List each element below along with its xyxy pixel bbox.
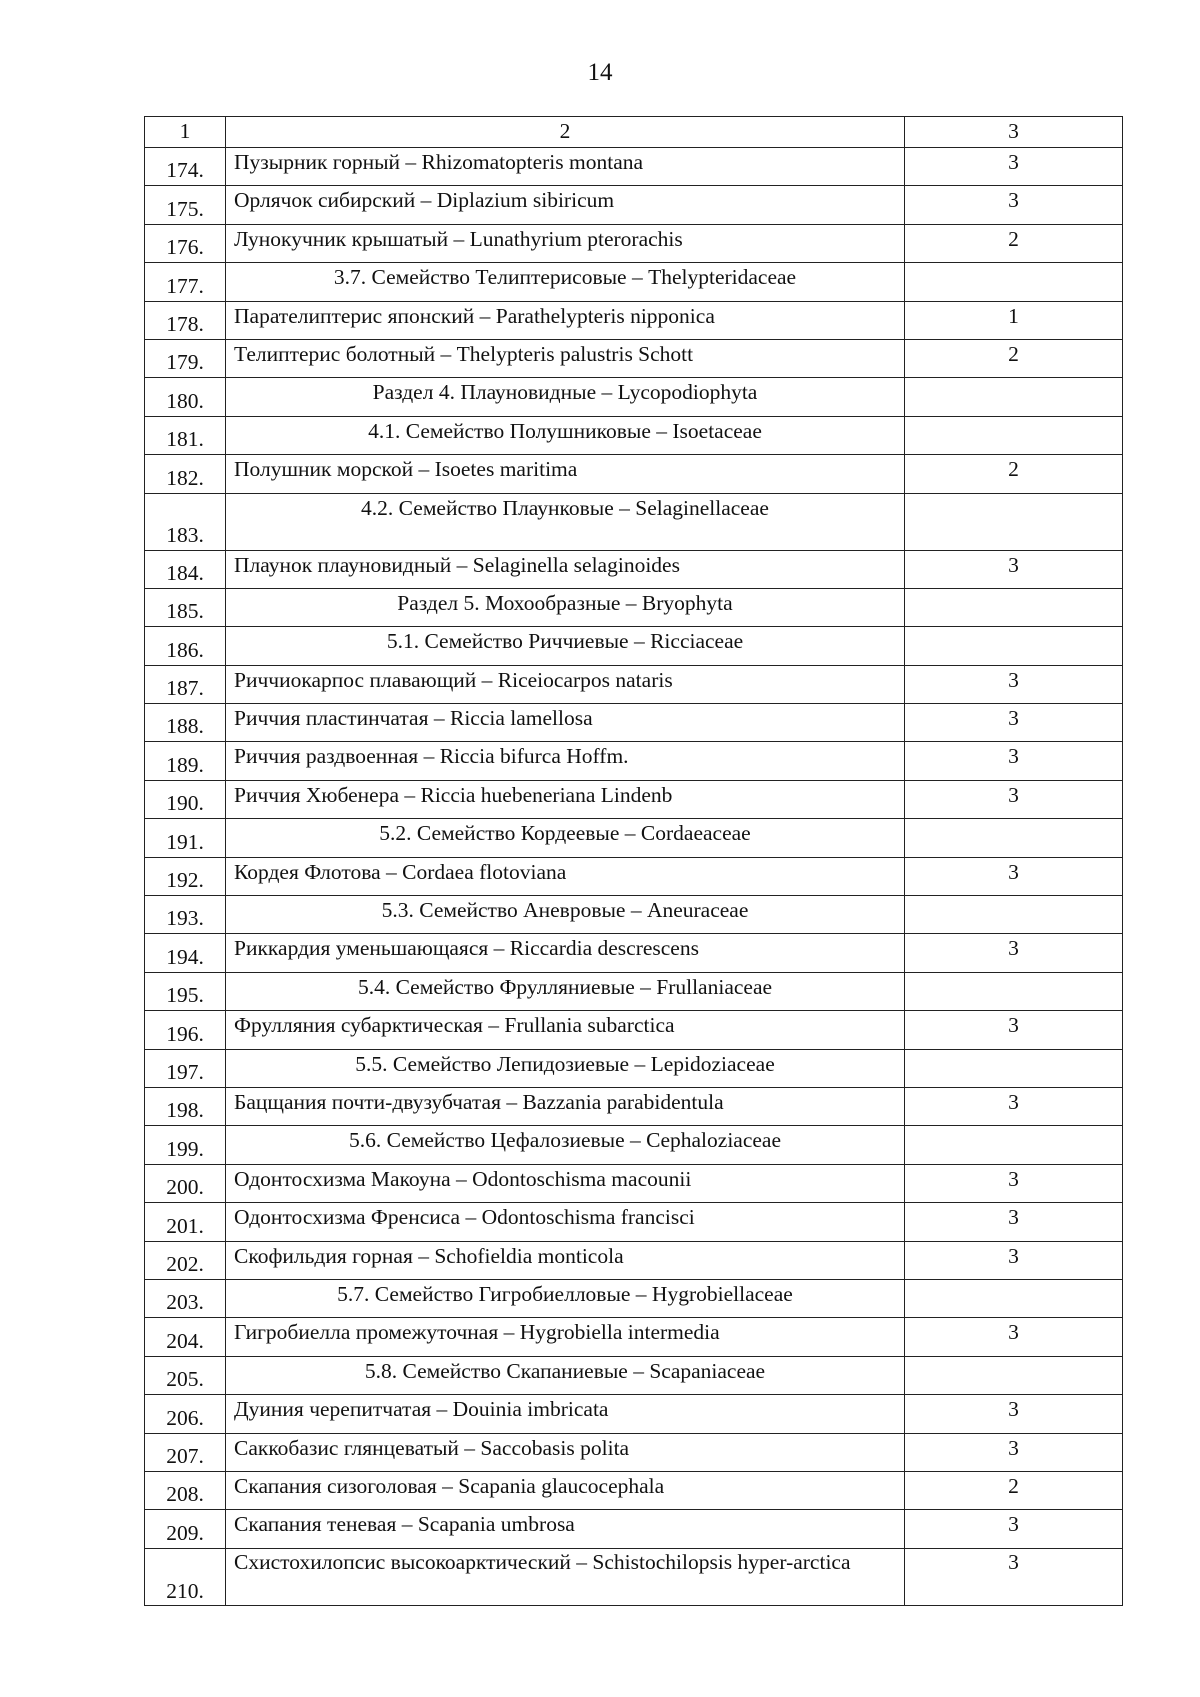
species-name: Гигробиелла промежуточная – Hygrobiella intermedia: [226, 1318, 905, 1356]
category-value: 3: [905, 857, 1123, 895]
species-name: Полушник морской – Isoetes maritima: [226, 455, 905, 493]
species-name: Пузырник горный – Rhizomatopteris montana: [226, 148, 905, 186]
row-number: 192.: [145, 857, 226, 895]
row-number: 177.: [145, 263, 226, 301]
category-value: [905, 378, 1123, 416]
category-value: 3: [905, 742, 1123, 780]
row-number: 195.: [145, 972, 226, 1010]
category-value: 3: [905, 934, 1123, 972]
category-value: 2: [905, 1471, 1123, 1509]
category-value: [905, 588, 1123, 626]
table-section-row: [145, 627, 1123, 665]
table-row: [145, 550, 1123, 588]
row-number: 205.: [145, 1356, 226, 1394]
species-name: Кордея Флотова – Cordaea flotoviana: [226, 857, 905, 895]
species-name: Риччия раздвоенная – Riccia bifurca Hoffm.: [226, 742, 905, 780]
species-name: Скофильдия горная – Schofieldia monticola: [226, 1241, 905, 1279]
category-value: 3: [905, 1510, 1123, 1548]
row-number: 188.: [145, 704, 226, 742]
species-name: Орлячок сибирский – Diplazium sibiricum: [226, 186, 905, 224]
row-number: 178.: [145, 301, 226, 339]
table-row: [145, 1087, 1123, 1125]
table-row: [145, 1011, 1123, 1049]
row-number: 185.: [145, 588, 226, 626]
page-number: 14: [587, 59, 613, 86]
species-name: Риккардия уменьшающаяся – Riccardia descrescens: [226, 934, 905, 972]
species-name: Дуиния черепитчатая – Douinia imbricata: [226, 1395, 905, 1433]
category-value: 1: [905, 301, 1123, 339]
row-number: 199.: [145, 1126, 226, 1164]
species-name: Бацщания почти-двузубчатая – Bazzania parabidentula: [226, 1087, 905, 1125]
row-number: 187.: [145, 665, 226, 703]
category-value: 3: [905, 1395, 1123, 1433]
category-value: 3: [905, 1011, 1123, 1049]
section-heading: 3.7. Семейство Телиптерисовые – Thelypteridaceae: [226, 263, 905, 301]
table-row: [145, 780, 1123, 818]
row-number: 208.: [145, 1471, 226, 1509]
row-number: 175.: [145, 186, 226, 224]
table-row: [145, 455, 1123, 493]
section-heading: 5.7. Семейство Гигробиелловые – Hygrobiellaceae: [226, 1279, 905, 1317]
category-value: 3: [905, 780, 1123, 818]
row-number: 197.: [145, 1049, 226, 1087]
row-number: 174.: [145, 148, 226, 186]
row-number: 181.: [145, 416, 226, 454]
table-row: [145, 339, 1123, 377]
table-row: [145, 704, 1123, 742]
species-name: Телиптерис болотный – Thelypteris palustris Schott: [226, 339, 905, 377]
category-value: 3: [905, 186, 1123, 224]
category-value: [905, 819, 1123, 857]
table-section-row: [145, 1049, 1123, 1087]
section-heading: 5.2. Семейство Кордеевые – Cordaeaceae: [226, 819, 905, 857]
table-section-row: [145, 1126, 1123, 1164]
category-value: 2: [905, 455, 1123, 493]
table-header-row: [145, 117, 1123, 148]
species-name: Одонтосхизма Макоуна – Odontoschisma macounii: [226, 1164, 905, 1202]
table-row: [145, 1395, 1123, 1433]
table-row: [145, 301, 1123, 339]
table-row: [145, 857, 1123, 895]
table-row: [145, 1164, 1123, 1202]
category-value: 3: [905, 1318, 1123, 1356]
table-section-row: [145, 1356, 1123, 1394]
category-value: 3: [905, 704, 1123, 742]
species-name: Схистохилопсис высокоарктический – Schistochilopsis hyper-arctica: [226, 1548, 905, 1605]
section-heading: 5.4. Семейство Фрулляниевые – Frullaniaceae: [226, 972, 905, 1010]
table-section-row: [145, 972, 1123, 1010]
species-name: Риччиокарпос плавающий – Riceiocarpos nataris: [226, 665, 905, 703]
species-name: Саккобазис глянцеватый – Saccobasis polita: [226, 1433, 905, 1471]
table-row: [145, 1318, 1123, 1356]
row-number: 180.: [145, 378, 226, 416]
table-row: [145, 1433, 1123, 1471]
category-value: 3: [905, 1203, 1123, 1241]
table-section-row: [145, 378, 1123, 416]
section-heading: 5.1. Семейство Риччиевые – Ricciaceae: [226, 627, 905, 665]
table-section-row: [145, 416, 1123, 454]
table-row: [145, 1203, 1123, 1241]
section-heading: 5.6. Семейство Цефалозиевые – Cephaloziaceae: [226, 1126, 905, 1164]
species-name: Риччия пластинчатая – Riccia lamellosa: [226, 704, 905, 742]
table-section-row: [145, 588, 1123, 626]
row-number: 182.: [145, 455, 226, 493]
row-number: 204.: [145, 1318, 226, 1356]
section-heading: 4.2. Семейство Плаунковые – Selaginellaceae: [226, 493, 905, 550]
category-value: [905, 493, 1123, 550]
category-value: [905, 263, 1123, 301]
table-row: [145, 1510, 1123, 1548]
table-section-row: [145, 819, 1123, 857]
section-heading: 5.8. Семейство Скапаниевые – Scapaniaceae: [226, 1356, 905, 1394]
species-name: Скапания сизоголовая – Scapania glaucocephala: [226, 1471, 905, 1509]
category-value: 3: [905, 1164, 1123, 1202]
row-number: 209.: [145, 1510, 226, 1548]
species-name: Парателиптерис японский – Parathelypteris nipponica: [226, 301, 905, 339]
table-row: [145, 934, 1123, 972]
section-heading: 4.1. Семейство Полушниковые – Isoetaceae: [226, 416, 905, 454]
category-value: [905, 1279, 1123, 1317]
section-heading: Раздел 5. Мохообразные – Bryophyta: [226, 588, 905, 626]
row-number: 196.: [145, 1011, 226, 1049]
row-number: 206.: [145, 1395, 226, 1433]
row-number: 190.: [145, 780, 226, 818]
row-number: 194.: [145, 934, 226, 972]
row-number: 189.: [145, 742, 226, 780]
category-value: [905, 896, 1123, 934]
table-row: [145, 742, 1123, 780]
header-cell-name: 2: [226, 117, 905, 148]
species-name: Лунокучник крышатый – Lunathyrium pterorachis: [226, 224, 905, 262]
row-number: 200.: [145, 1164, 226, 1202]
section-heading: 5.3. Семейство Аневровые – Aneuraceae: [226, 896, 905, 934]
category-value: 3: [905, 665, 1123, 703]
table-row: [145, 148, 1123, 186]
row-number: 186.: [145, 627, 226, 665]
row-number: 179.: [145, 339, 226, 377]
row-number: 198.: [145, 1087, 226, 1125]
table-row: [145, 186, 1123, 224]
table-section-row: [145, 896, 1123, 934]
header-cell-category: 3: [905, 117, 1123, 148]
header-cell-number: 1: [145, 117, 226, 148]
table-row: [145, 224, 1123, 262]
row-number: 191.: [145, 819, 226, 857]
category-value: [905, 1126, 1123, 1164]
category-value: 3: [905, 1548, 1123, 1605]
row-number: 193.: [145, 896, 226, 934]
row-number: 201.: [145, 1203, 226, 1241]
species-name: Скапания теневая – Scapania umbrosa: [226, 1510, 905, 1548]
table-row: [145, 665, 1123, 703]
category-value: [905, 416, 1123, 454]
category-value: [905, 1356, 1123, 1394]
category-value: 3: [905, 1433, 1123, 1471]
row-number: 176.: [145, 224, 226, 262]
table-body: [145, 117, 1123, 1606]
table-section-row: [145, 493, 1123, 550]
category-value: 3: [905, 148, 1123, 186]
row-number: 210.: [145, 1548, 226, 1605]
table-section-row: [145, 263, 1123, 301]
category-value: [905, 1049, 1123, 1087]
table-section-row: [145, 1279, 1123, 1317]
species-name: Фрулляния субарктическая – Frullania subarctica: [226, 1011, 905, 1049]
species-name: Плаунок плауновидный – Selaginella selaginoides: [226, 550, 905, 588]
category-value: 2: [905, 339, 1123, 377]
row-number: 202.: [145, 1241, 226, 1279]
category-value: [905, 972, 1123, 1010]
section-heading: 5.5. Семейство Лепидозиевые – Lepidoziaceae: [226, 1049, 905, 1087]
section-heading: Раздел 4. Плауновидные – Lycopodiophyta: [226, 378, 905, 416]
table-row: [145, 1241, 1123, 1279]
category-value: 3: [905, 1241, 1123, 1279]
category-value: [905, 627, 1123, 665]
row-number: 184.: [145, 550, 226, 588]
table-row: [145, 1471, 1123, 1509]
species-name: Одонтосхизма Френсиса – Odontoschisma francisci: [226, 1203, 905, 1241]
species-table: [144, 116, 1123, 1606]
row-number: 183.: [145, 493, 226, 550]
species-name: Риччия Хюбенера – Riccia huebeneriana Lindenb: [226, 780, 905, 818]
category-value: 3: [905, 550, 1123, 588]
category-value: 3: [905, 1087, 1123, 1125]
row-number: 207.: [145, 1433, 226, 1471]
category-value: 2: [905, 224, 1123, 262]
row-number: 203.: [145, 1279, 226, 1317]
table-row: [145, 1548, 1123, 1605]
